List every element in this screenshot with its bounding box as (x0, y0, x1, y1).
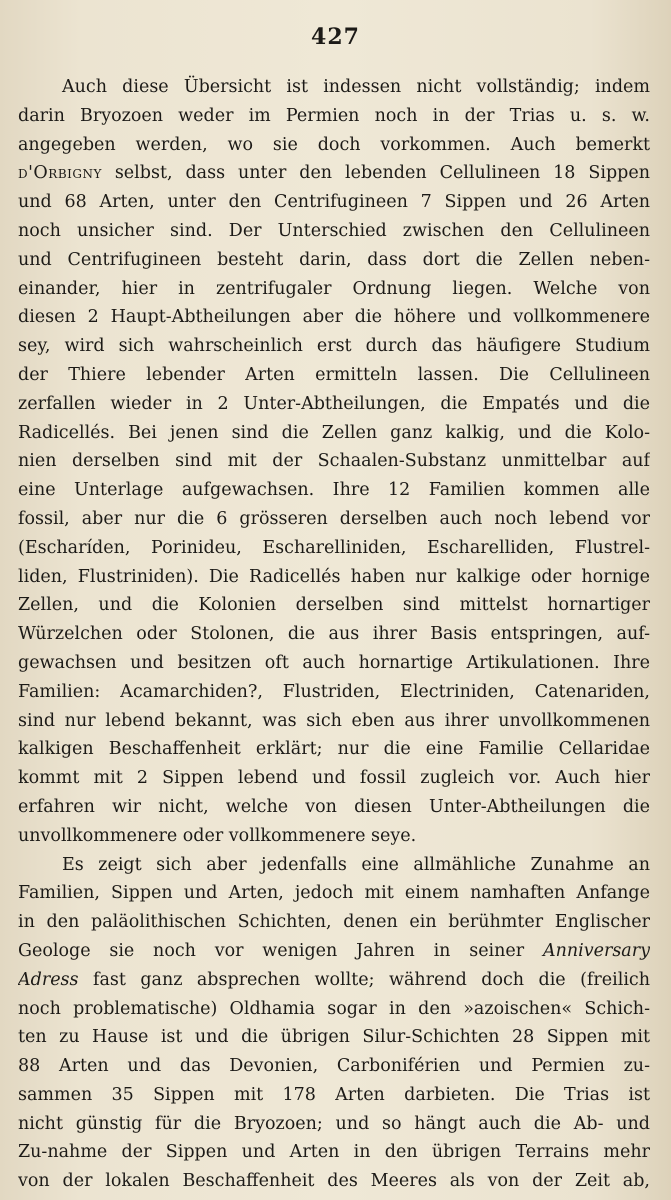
text-line: darin Bryozoen weder im Permien noch in der Trias u. s. w. (18, 105, 650, 126)
text-line (18, 966, 650, 995)
author-name: d'Orbigny (18, 163, 102, 184)
text-line: noch problematische) Oldhamia sogar in den »azoischen« Schich- (18, 998, 650, 1019)
text-line (18, 159, 650, 188)
text-line: kommt mit 2 Sippen lebend und fossil zugleich vor. Auch hier (18, 768, 650, 789)
text-line: nien derselben sind mit der Schaalen-Substanz unmittelbar auf (18, 451, 650, 472)
text-line: Zellen, und die Kolonien derselben sind mittelst hornartiger (18, 595, 650, 616)
text-line (18, 937, 650, 966)
text-line: sind nur lebend bekannt, was sich eben aus ihrer unvollkommenen (18, 710, 650, 731)
text-line: (Escharíden, Porinideu, Escharelliniden, Escharelliden, Flustrel- (18, 537, 650, 558)
text-line: der Thiere lebender Arten ermitteln lassen. Die Cellulineen (18, 364, 650, 385)
paragraph-1 (18, 73, 650, 851)
text-line: erfahren wir nicht, welche von diesen Unter-Abtheilungen die (18, 796, 650, 817)
text-line: und 68 Arten, unter den Centrifugineen 7 Sippen und 26 Arten (18, 192, 650, 213)
text-line: Auch diese Übersicht ist indessen nicht vollständig; indem (62, 77, 650, 97)
text-line: und Centrifugineen besteht darin, dass dort die Zellen neben- (18, 249, 650, 270)
text-line: gewachsen und besitzen oft auch hornartige Artikulationen. Ihre (18, 652, 650, 673)
text-line: Familien, Sippen und Arten, jedoch mit einem namhaften Anfange (18, 883, 650, 904)
body-text (18, 73, 650, 1196)
text-line: fossil, aber nur die 6 grösseren derselben auch noch lebend vor (18, 508, 650, 529)
italic-title: Anniversary (542, 940, 650, 961)
text-line: unvollkommenere oder vollkommenere seye. (18, 825, 417, 846)
text-line: noch unsicher sind. Der Unterschied zwischen den Cellulineen (18, 220, 650, 241)
text-span: fast ganz absprechen wollte; während doch die (freilich (78, 969, 650, 990)
text-line: eine Unterlage aufgewachsen. Ihre 12 Familien kommen alle (18, 480, 650, 501)
text-line: angegeben werden, wo sie doch vorkommen. Auch bemerkt (18, 134, 650, 155)
text-line: diesen 2 Haupt-Abtheilungen aber die höhere und vollkommenere (18, 307, 650, 328)
text-line: in den paläolithischen Schichten, denen ein berühmter Englischer (18, 912, 650, 933)
text-line: liden, Flustriniden). Die Radicellés haben nur kalkige oder hornige (18, 566, 650, 587)
text-line: zerfallen wieder in 2 Unter-Abtheilungen, die Empatés und die (18, 393, 650, 414)
text-line: Es zeigt sich aber jedenfalls eine allmähliche Zunahme an (62, 854, 650, 875)
page-number: 427 (311, 24, 360, 50)
text-span: selbst, dass unter den lebenden Cellulineen 18 Sippen (101, 163, 650, 184)
text-line: 88 Arten und das Devonien, Carboniférien und Permien zu- (18, 1056, 650, 1077)
paragraph-2 (18, 851, 650, 1197)
text-span: Geologe sie noch vor wenigen Jahren in seiner (18, 940, 543, 961)
text-line: Zu-nahme der Sippen und Arten in den übrigen Terrains mehr (18, 1142, 650, 1163)
text-line: Radicellés. Bei jenen sind die Zellen ganz kalkig, und die Kolo- (18, 422, 650, 443)
text-line: einander, hier in zentrifugaler Ordnung liegen. Welche von (18, 278, 650, 299)
text-line: sammen 35 Sippen mit 178 Arten darbieten. Die Trias ist (18, 1084, 650, 1105)
text-line: Familien: Acamarchiden?, Flustriden, Electriniden, Catenariden, (18, 681, 650, 702)
text-line: nicht günstig für die Bryozoen; und so hängt auch die Ab- und (18, 1113, 650, 1134)
text-line: kalkigen Beschaffenheit erklärt; nur die eine Familie Cellaridae (18, 739, 650, 760)
italic-title: Adress (18, 969, 79, 990)
text-line: ten zu Hause ist und die übrigen Silur-Schichten 28 Sippen mit (18, 1027, 650, 1048)
text-line: von der lokalen Beschaffenheit des Meeres als von der Zeit ab, (18, 1171, 650, 1192)
text-line: sey, wird sich wahrscheinlich erst durch das häufigere Studium (18, 336, 650, 357)
text-line: Würzelchen oder Stolonen, die aus ihrer Basis entspringen, auf- (18, 624, 650, 645)
